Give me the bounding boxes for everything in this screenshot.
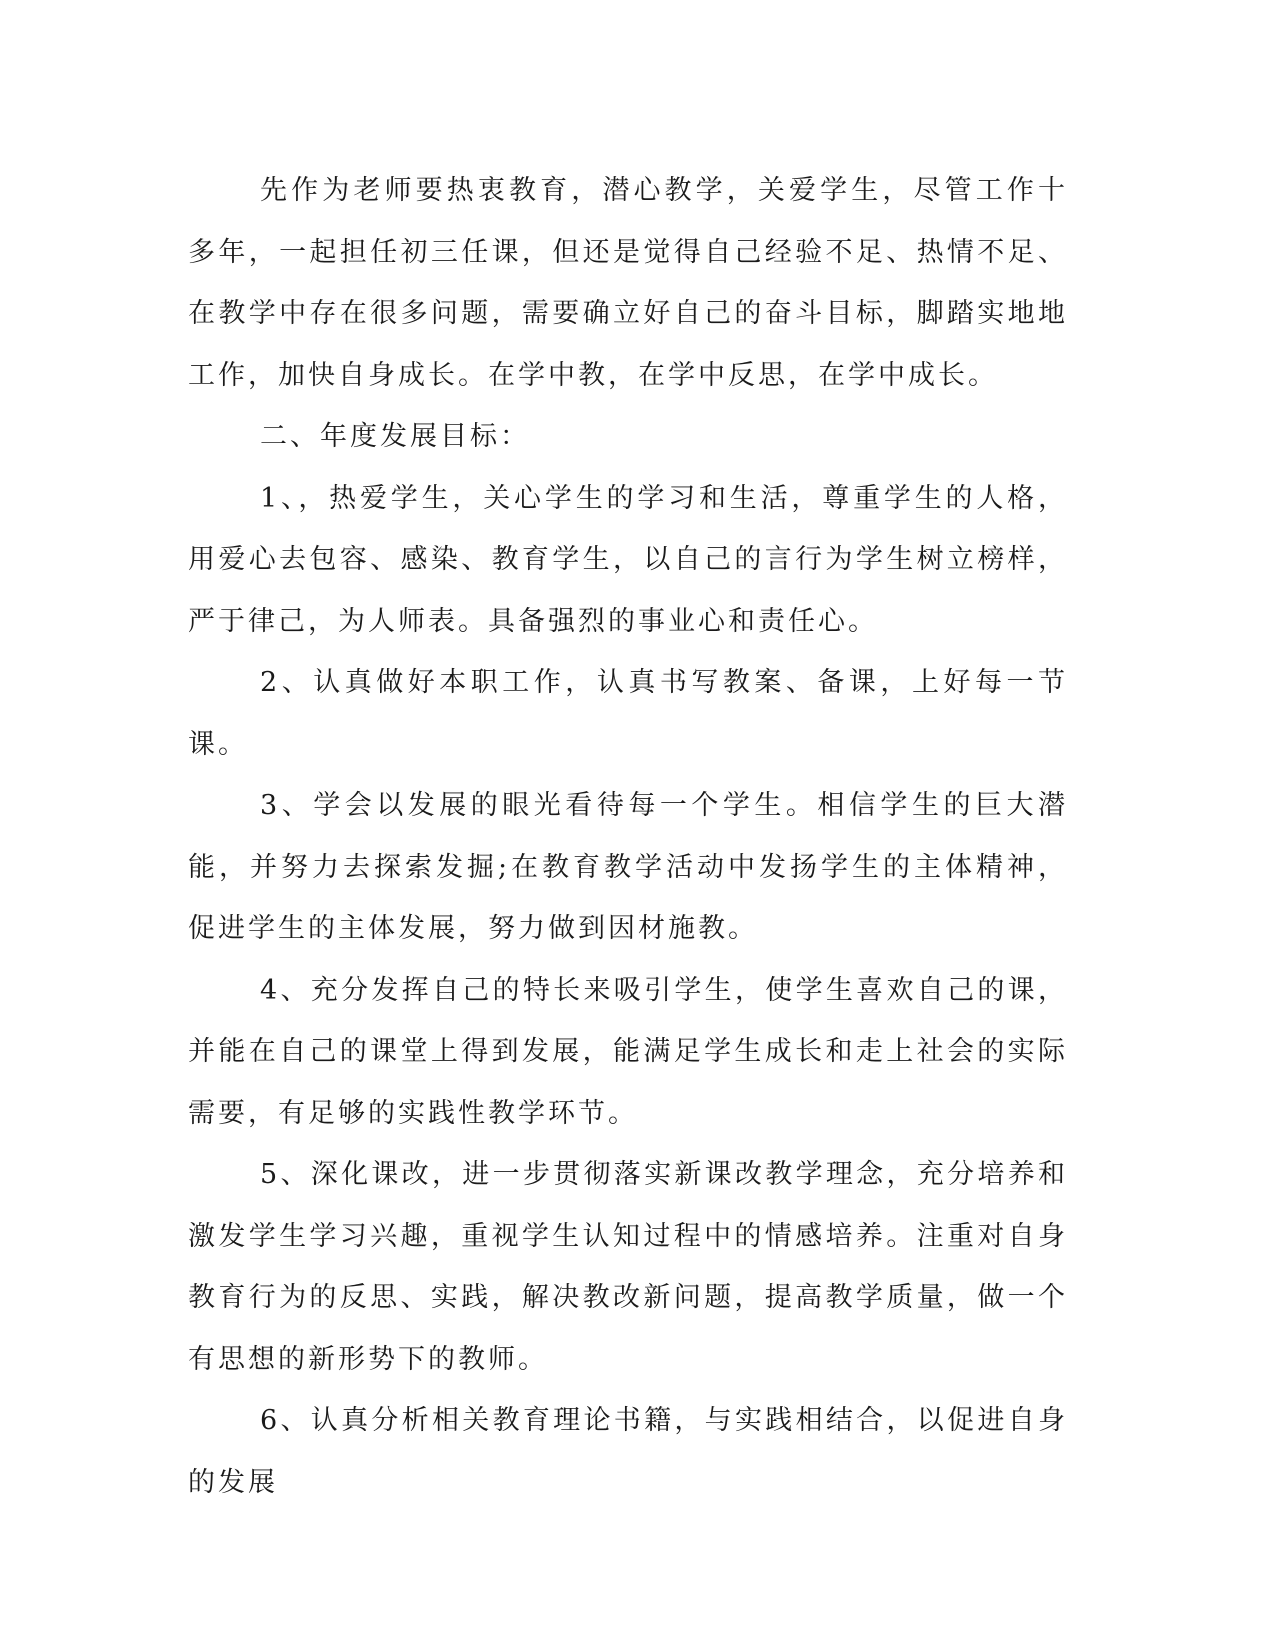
document-body [188,160,1068,1513]
goal-item-1: 1、，热爱学生，关心学生的学习和生活，尊重学生的人格，用爱心去包容、感染、教育学生，以自己的言行为学生树立榜样，严于律己，为人师表。具备强烈的事业心和责任心。 [188,482,1068,637]
goal-item-4: 4、充分发挥自己的特长来吸引学生，使学生喜欢自己的课，并能在自己的课堂上得到发展，能满足学生成长和走上社会的实际需要，有足够的实践性教学环节。 [188,974,1068,1129]
goal-item-2: 2、认真做好本职工作，认真书写教案、备课，上好每一节课。 [188,667,1068,760]
goal-item-5: 5、深化课改，进一步贯彻落实新课改教学理念，充分培养和激发学生学习兴趣，重视学生认知过程中的情感培养。注重对自身教育行为的反思、实践，解决教改新问题，提高教学质量，做一个有思想的新形势下的教师。 [188,1159,1068,1375]
paragraph-intro: 先作为老师要热衷教育，潜心教学，关爱学生，尽管工作十多年，一起担任初三任课，但还是觉得自己经验不足、热情不足、在教学中存在很多问题，需要确立好自己的奋斗目标，脚踏实地地工作，加快自身成长。在学中教，在学中反思，在学中成长。 [188,175,1068,391]
section-heading: 二、年度发展目标： [260,421,530,452]
goal-item-3: 3、学会以发展的眼光看待每一个学生。相信学生的巨大潜能，并努力去探索发掘;在教育教学活动中发扬学生的主体精神，促进学生的主体发展，努力做到因材施教。 [188,790,1068,944]
goal-item-6: 6、认真分析相关教育理论书籍，与实践相结合，以促进自身的发展 [188,1405,1068,1498]
